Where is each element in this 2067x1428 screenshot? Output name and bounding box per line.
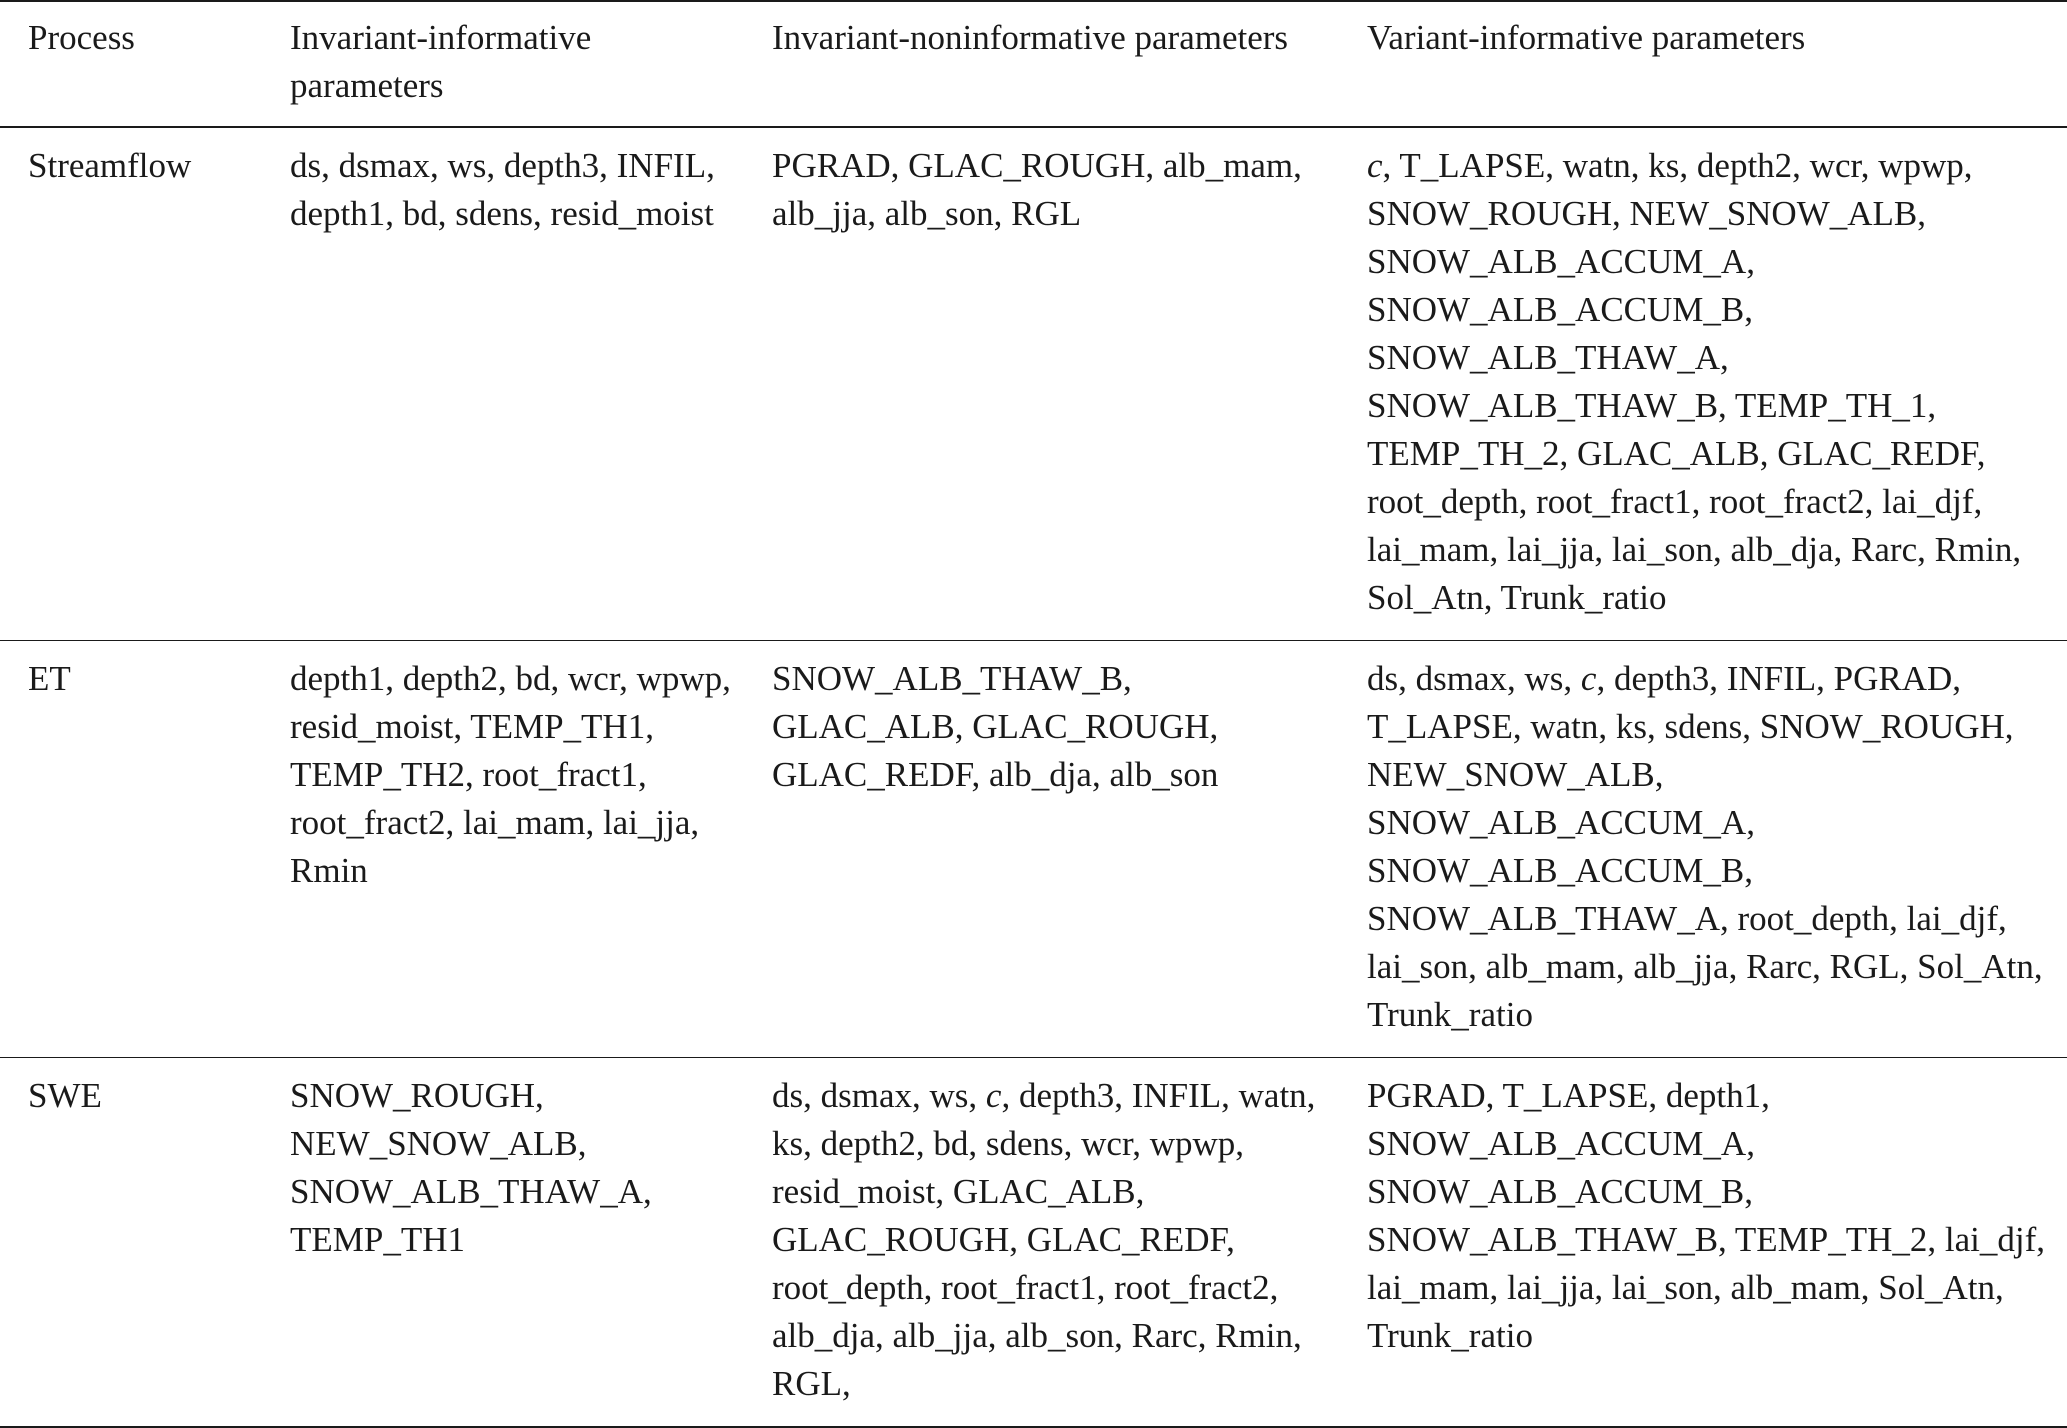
- table-row-et: [0, 641, 2067, 1058]
- table-row-streamflow: [0, 127, 2067, 641]
- table-row-swe: [0, 1058, 2067, 1428]
- invariant-noninformative-cell: SNOW_ALB_THAW_B, GLAC_ALB, GLAC_ROUGH, GLAC_REDF, alb_dja, alb_son: [772, 659, 1219, 794]
- header-process: Process: [28, 18, 135, 57]
- invariant-informative-cell: SNOW_ROUGH, NEW_SNOW_ALB, SNOW_ALB_THAW_A, TEMP_TH1: [290, 1076, 652, 1259]
- process-cell: Streamflow: [28, 146, 192, 185]
- process-cell: SWE: [28, 1076, 102, 1115]
- invariant-informative-cell: ds, dsmax, ws, depth3, INFIL, depth1, bd, sdens, resid_moist: [290, 146, 715, 233]
- variant-informative-cell: ds, dsmax, ws, c, depth3, INFIL, PGRAD, T_LAPSE, watn, ks, sdens, SNOW_ROUGH, NEW_SNOW_ALB, SNOW_ALB_ACCUM_A, SNOW_ALB_ACCUM_B, SNOW_ALB_THAW_A, root_depth, lai_djf, lai_son, alb_mam, alb_jja, Rarc, RGL, Sol_Atn, Trunk_ratio: [1367, 659, 2043, 1034]
- header-invariant-informative: Invariant-informative parameters: [290, 18, 592, 105]
- header-row: [0, 1, 2067, 127]
- header-variant-informative: Variant-informative parameters: [1367, 18, 1806, 57]
- variant-informative-cell: PGRAD, T_LAPSE, depth1, SNOW_ALB_ACCUM_A, SNOW_ALB_ACCUM_B, SNOW_ALB_THAW_B, TEMP_TH_2, lai_djf, lai_mam, lai_jja, lai_son, alb_mam, Sol_Atn, Trunk_ratio: [1367, 1076, 2046, 1355]
- table-header: [0, 1, 2067, 127]
- header-invariant-noninformative: Invariant-noninformative parameters: [772, 18, 1289, 57]
- invariant-informative-cell: depth1, depth2, bd, wcr, wpwp, resid_moist, TEMP_TH1, TEMP_TH2, root_fract1, root_fract2, lai_mam, lai_jja, Rmin: [290, 659, 731, 890]
- invariant-noninformative-cell: PGRAD, GLAC_ROUGH, alb_mam, alb_jja, alb_son, RGL: [772, 146, 1302, 233]
- invariant-noninformative-cell: ds, dsmax, ws, c, depth3, INFIL, watn, ks, depth2, bd, sdens, wcr, wpwp, resid_moist, GLAC_ALB, GLAC_ROUGH, GLAC_REDF, root_depth, root_fract1, root_fract2, alb_dja, alb_jja, alb_son, Rarc, Rmin, RGL,: [772, 1076, 1316, 1403]
- process-cell: ET: [28, 659, 71, 698]
- variant-informative-cell: c, T_LAPSE, watn, ks, depth2, wcr, wpwp, SNOW_ROUGH, NEW_SNOW_ALB, SNOW_ALB_ACCUM_A, SNOW_ALB_ACCUM_B, SNOW_ALB_THAW_A, SNOW_ALB_THAW_B, TEMP_TH_1, TEMP_TH_2, GLAC_ALB, GLAC_REDF, root_depth, root_fract1, root_fract2, lai_djf, lai_mam, lai_jja, lai_son, alb_dja, Rarc, Rmin, Sol_Atn, Trunk_ratio: [1367, 146, 2022, 617]
- table-body: [0, 127, 2067, 1427]
